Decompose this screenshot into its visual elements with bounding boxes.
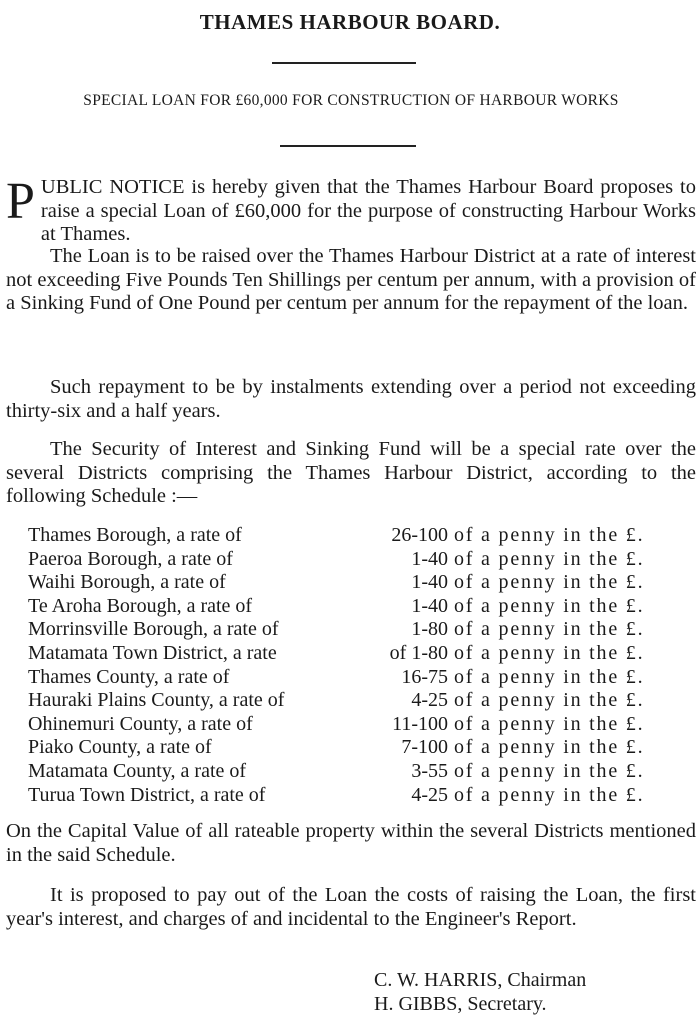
schedule-suffix: of a penny in the £. [454, 594, 645, 617]
schedule-place: Morrinsville Borough, a rate of [28, 618, 279, 641]
schedule-row [28, 760, 680, 784]
notice-subtitle: SPECIAL LOAN FOR £60,000 FOR CONSTRUCTION OF HARBOUR WORKS [83, 92, 619, 109]
schedule-rate: 1-80 [411, 618, 448, 641]
schedule-row [28, 524, 680, 548]
rate-schedule [28, 524, 680, 807]
schedule-suffix: of a penny in the £. [454, 618, 645, 641]
paragraph-6-text: It is proposed to pay out of the Loan the costs of raising the Loan, the first year's interest, and charges of and incidental to the Engineer's Report. [6, 884, 696, 930]
schedule-place: Turua Town District, a rate of [28, 783, 266, 806]
signature-chairman: C. W. HARRIS, Chairman [374, 969, 587, 991]
schedule-rate: 1-40 [411, 571, 448, 594]
signature-secretary: H. GIBBS, Secretary. [374, 993, 547, 1015]
schedule-suffix: of a penny in the £. [454, 736, 645, 759]
schedule-suffix: of a penny in the £. [454, 524, 645, 546]
schedule-rate: 1-40 [411, 594, 448, 617]
schedule-suffix: of a penny in the £. [454, 712, 645, 735]
schedule-rate: 4-25 [411, 783, 448, 806]
schedule-place: Hauraki Plains County, a rate of [28, 689, 285, 712]
schedule-place: Thames County, a rate of [28, 665, 230, 688]
schedule-rate: of 1-80 [389, 641, 448, 664]
schedule-rate: 16-75 [401, 665, 448, 688]
schedule-suffix: of a penny in the £. [454, 641, 645, 664]
schedule-place: Ohinemuri County, a rate of [28, 712, 253, 735]
paragraph-1-text: UBLIC NOTICE is hereby given that the Thames Harbour Board proposes to raise a special Loan of £60,000 for the purpose of constructing Harbour Works at Thames. [40, 176, 696, 245]
schedule-row [28, 666, 680, 690]
schedule-row [28, 548, 680, 572]
schedule-place: Thames Borough, a rate of [28, 524, 242, 546]
schedule-suffix: of a penny in the £. [454, 689, 645, 712]
paragraph-3-text: Such repayment to be by instalments extending over a period not exceeding thirty-six and a half years. [6, 376, 696, 422]
subtitle-rule [280, 145, 416, 147]
drop-cap: P [6, 173, 35, 230]
paragraph-3 [6, 376, 696, 423]
schedule-place: Matamata County, a rate of [28, 759, 247, 782]
paragraph-4-text: The Security of Interest and Sinking Fund will be a special rate over the several Districts comprising the Thames Harbour District, according to the following Schedule :— [6, 438, 696, 507]
schedule-row [28, 618, 680, 642]
paragraph-5-text: On the Capital Value of all rateable property within the several Districts mentioned in the said Schedule. [6, 820, 696, 866]
schedule-place: Paeroa Borough, a rate of [28, 547, 233, 570]
paragraph-6 [6, 884, 696, 931]
schedule-place: Waihi Borough, a rate of [28, 571, 226, 594]
paragraph-2-text: The Loan is to be raised over the Thames Harbour District at a rate of interest not exceeding Five Pounds Ten Shillings per centum per annum, with a provision of a Sinking Fund of One Pound per centum per annum for the repayment of the loan. [6, 245, 696, 314]
schedule-place: Matamata Town District, a rate [28, 641, 277, 664]
paragraph-1 [6, 173, 696, 247]
schedule-row [28, 595, 680, 619]
schedule-suffix: of a penny in the £. [454, 665, 645, 688]
schedule-rate: 4-25 [411, 689, 448, 712]
schedule-suffix: of a penny in the £. [454, 759, 645, 782]
notice-title: THAMES HARBOUR BOARD. [199, 10, 501, 34]
schedule-suffix: of a penny in the £. [454, 571, 645, 594]
schedule-suffix: of a penny in the £. [454, 547, 645, 570]
title-rule [272, 62, 416, 64]
schedule-rate: 1-40 [411, 547, 448, 570]
schedule-rate: 11-100 [392, 712, 448, 735]
schedule-place: Piako County, a rate of [28, 736, 212, 759]
schedule-row [28, 642, 680, 666]
schedule-row [28, 571, 680, 595]
schedule-place: Te Aroha Borough, a rate of [28, 594, 253, 617]
paragraph-5 [6, 820, 696, 867]
paragraph-2 [6, 245, 696, 316]
schedule-row [28, 736, 680, 760]
schedule-rate: 7-100 [401, 736, 448, 759]
schedule-rate: 26-100 [391, 524, 448, 546]
paragraph-4 [6, 438, 696, 509]
schedule-row [28, 784, 680, 808]
schedule-suffix: of a penny in the £. [454, 783, 645, 806]
schedule-rate: 3-55 [411, 759, 448, 782]
schedule-row [28, 689, 680, 713]
schedule-row [28, 713, 680, 737]
